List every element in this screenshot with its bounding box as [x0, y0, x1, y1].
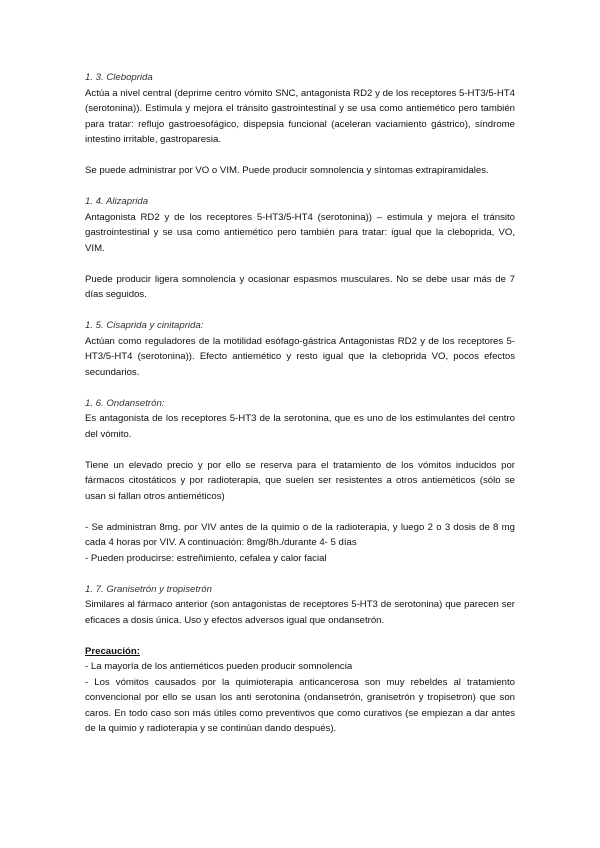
paragraph: Es antagonista de los receptores 5-HT3 de la serotonina, que es uno de los estimulantes del centro del vómito.	[85, 413, 515, 440]
paragraph: Actúan como reguladores de la motilidad esófago-gástrica Antagonistas RD2 y de los receptores 5-HT3/5-HT4 (serotonina)). Efecto antiemético y resto igual que la cleboprida VO, pocos efectos secundarios.	[85, 335, 515, 378]
section-granisetron	[85, 582, 515, 629]
section-heading: 1. 4. Alizaprida	[85, 196, 149, 207]
precaution-item: - La mayoría de los antieméticos pueden producir somnolencia	[85, 661, 353, 672]
bullet-item: - Se administran 8mg. por VIV antes de la quimio o de la radioterapia, y luego 2 o 3 dosis de 8 mg cada 4 horas por VIV. A continuación: 8mg/8h./durante 4- 5 días	[85, 521, 515, 548]
section-heading: 1. 3. Cleboprida	[85, 72, 153, 83]
section-heading: 1. 5. Cisaprida y cinitaprida:	[85, 320, 204, 331]
paragraph: Tiene un elevado precio y por ello se reserva para el tratamiento de los vómitos inducidos por fármacos citostáticos y por radioterapia, que suelen ser resistentes a otros antieméticos (sólo se usan si fallan otros antieméticos)	[85, 459, 515, 502]
paragraph: Actúa a nivel central (deprime centro vómito SNC, antagonista RD2 y de los receptores 5-HT3/5-HT4 (serotonina)). Estimula y mejora el tránsito gastrointestinal y se usa como antiemético pero también para tratar: reflujo gastroesofágico, dispepsia funcional (aceleran vaciamiento gástrico), síndrome intestino irritable, gastroparesia.	[85, 87, 515, 145]
section-ondansetron	[85, 396, 515, 567]
section-cleboprida	[85, 70, 515, 179]
section-heading: 1. 6. Ondansetrón:	[85, 397, 165, 409]
precaution-item: - Los vómitos causados por la quimioterapia anticancerosa son muy rebeldes al tratamiento convencional por ello se usan los anti serotonina (ondansetrón, granisetrón y tropisetron) que son caros. En todo caso son más útiles como preventivos que como curativos (se empiezan a dar antes de la quimio y radioterapia y se continúan dando después).	[85, 676, 515, 734]
section-heading: 1. 7. Granisetrón y tropisetrón	[85, 583, 212, 595]
section-alizaprida	[85, 194, 515, 303]
paragraph: Puede producir ligera somnolencia y ocasionar espasmos musculares. No se debe usar más de 7 días seguidos.	[85, 273, 515, 300]
precaution-title: Precaución:	[85, 645, 140, 657]
bullet-item: - Pueden producirse: estreñimiento, cefalea y calor facial	[85, 552, 327, 564]
paragraph: Similares al fármaco anterior (son antagonistas de receptores 5-HT3 de serotonina) que parecen ser eficaces a dosis única. Uso y efectos adversos igual que ondansetrón.	[85, 599, 515, 626]
paragraph: Se puede administrar por VO o VIM. Puede producir somnolencia y síntomas extrapiramidales.	[85, 165, 489, 176]
document-page	[85, 70, 515, 752]
section-precaution	[85, 644, 515, 737]
section-cisaprida	[85, 318, 515, 380]
paragraph: Antagonista RD2 y de los receptores 5-HT3/5-HT4 (serotonina)) – estimula y mejora el tránsito gastrointestinal y se usa como antiemético pero también para tratar: igual que la cleboprida, VO, VIM.	[85, 211, 515, 254]
